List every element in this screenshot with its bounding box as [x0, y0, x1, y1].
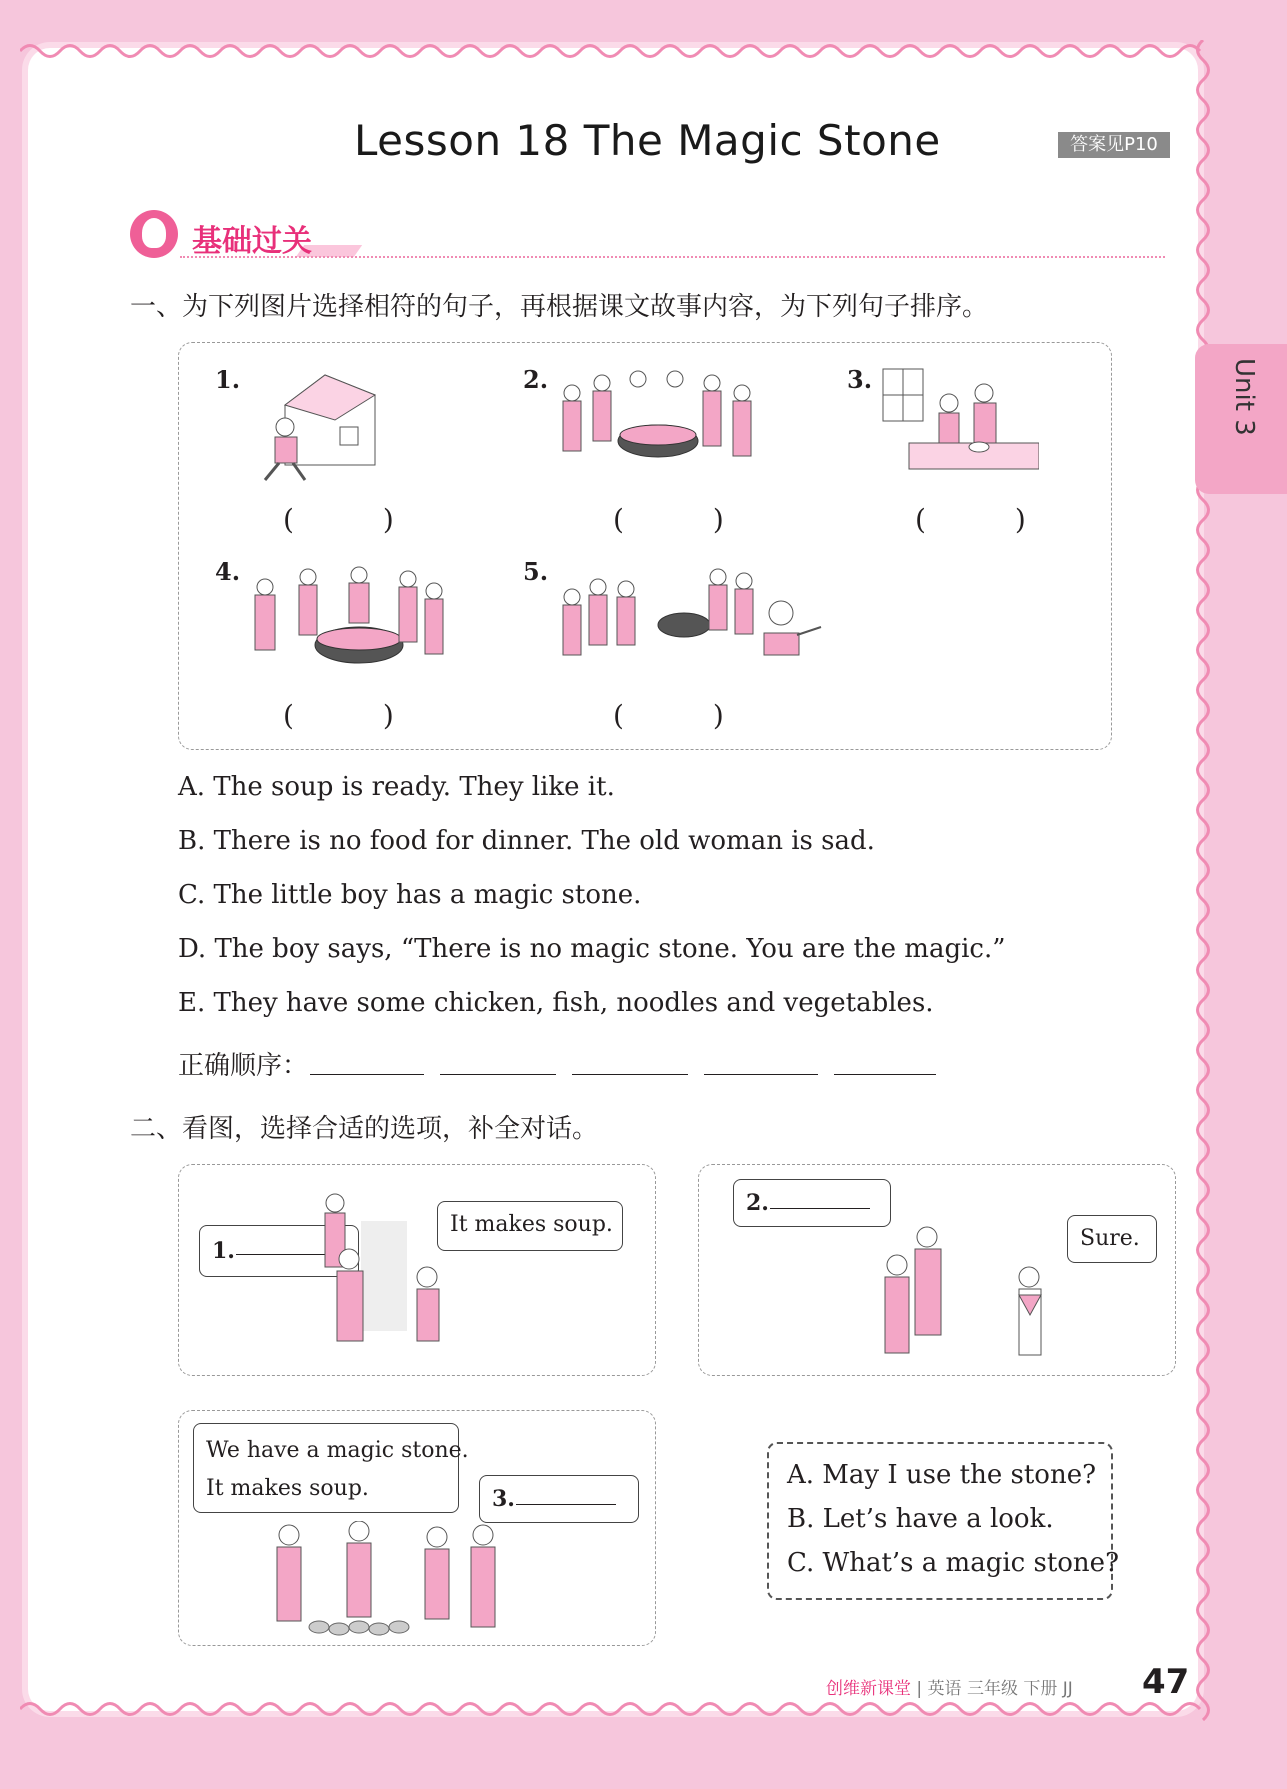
panel-3-villagers-stones-image: [259, 1521, 519, 1641]
panel-2-reply-bubble: [1067, 1215, 1157, 1263]
panel-2-blank-number: 2.: [746, 1190, 769, 1216]
panel-2-villagers-and-boy-image: [879, 1225, 1079, 1371]
answer-options-box: [767, 1442, 1120, 1600]
picture-2-answer-paren[interactable]: ( ): [613, 503, 764, 536]
footer-info: [826, 1674, 1073, 1699]
sentence-d: D. The boy says, “There is no magic stone. You are the magic.”: [178, 934, 1006, 964]
question1-title: 一、为下列图片选择相符的句子，再根据课文故事内容，为下列句子排序。: [130, 292, 989, 322]
panel-2-answer-line[interactable]: [770, 1208, 870, 1209]
sentence-b: B. There is no food for dinner. The old woman is sad.: [178, 826, 875, 856]
panel-3-blank-bubble[interactable]: [479, 1475, 639, 1523]
option-c[interactable]: C. What’s a magic stone?: [787, 1548, 1120, 1578]
dialogue-panel-3: [178, 1410, 656, 1646]
picture-box: [178, 342, 1112, 750]
wavy-border-top: [20, 38, 1210, 64]
dialogue-panel-2: [698, 1164, 1176, 1376]
picture-4-number: 4.: [215, 557, 241, 586]
picture-5-number: 5.: [523, 557, 549, 586]
dialogue-panel-1: [178, 1164, 656, 1376]
panel-3-blank-number: 3.: [492, 1486, 515, 1512]
panel-2-blank-bubble[interactable]: [733, 1179, 891, 1227]
order-blank-2[interactable]: [440, 1074, 556, 1075]
sentence-c: C. The little boy has a magic stone.: [178, 880, 642, 910]
picture-3-answer-paren[interactable]: ( ): [915, 503, 1066, 536]
picture-4-adding-food-image: [249, 555, 449, 685]
panel-1-reply-text: It makes soup.: [450, 1212, 613, 1237]
picture-2-villagers-pot-image: [553, 361, 763, 491]
picture-4-answer-paren[interactable]: ( ): [283, 699, 434, 732]
footer-book-info: | 英语 三年级 下册 JJ: [916, 1679, 1073, 1699]
order-blank-3[interactable]: [572, 1074, 688, 1075]
unit-tab-label: Unit 3: [1229, 358, 1259, 436]
panel-1-women-and-boy-image: [289, 1191, 489, 1371]
question2-title: 二、看图，选择合适的选项，补全对话。: [130, 1114, 599, 1144]
panel-1-blank-number: 1.: [212, 1238, 235, 1264]
wavy-border-right: [1190, 40, 1216, 1730]
sentence-e: E. They have some chicken, fish, noodles and vegetables.: [178, 988, 934, 1018]
picture-2-number: 2.: [523, 365, 549, 394]
panel-3-speech-line1: We have a magic stone.: [206, 1438, 469, 1463]
panel-3-answer-line[interactable]: [516, 1504, 616, 1505]
order-blank-5[interactable]: [834, 1074, 936, 1075]
picture-1-number: 1.: [215, 365, 241, 394]
order-label: 正确顺序：: [178, 1051, 309, 1081]
picture-5-boy-reveals-magic-image: [559, 555, 829, 685]
option-a[interactable]: A. May I use the stone?: [787, 1460, 1097, 1490]
footer-brand: 创维新课堂: [826, 1679, 911, 1699]
order-blank-1[interactable]: [310, 1074, 424, 1075]
section-title: 基础过关: [192, 224, 312, 259]
sentence-a: A. The soup is ready. They like it.: [178, 772, 615, 802]
section-mascot-icon: [130, 210, 178, 258]
panel-2-reply-text: Sure.: [1080, 1226, 1140, 1251]
unit-tab[interactable]: [1195, 344, 1287, 494]
picture-5-answer-paren[interactable]: ( ): [613, 699, 764, 732]
option-b[interactable]: B. Let’s have a look.: [787, 1504, 1054, 1534]
answer-reference-badge: 答案见P10: [1058, 132, 1170, 158]
page-title: Lesson 18 The Magic Stone: [354, 116, 941, 165]
panel-3-speech-bubble: [193, 1423, 469, 1513]
picture-1-answer-paren[interactable]: ( ): [283, 503, 434, 536]
order-blank-4[interactable]: [704, 1074, 818, 1075]
picture-1-boy-leaving-house-image: [245, 365, 385, 485]
picture-3-woman-and-boy-table-image: [879, 363, 1039, 473]
wavy-border-bottom: [20, 1696, 1210, 1722]
panel-3-speech-line2: It makes soup.: [206, 1476, 369, 1501]
section-divider: [180, 256, 1165, 258]
picture-3-number: 3.: [847, 365, 873, 394]
page-number: 47: [1142, 1662, 1190, 1702]
